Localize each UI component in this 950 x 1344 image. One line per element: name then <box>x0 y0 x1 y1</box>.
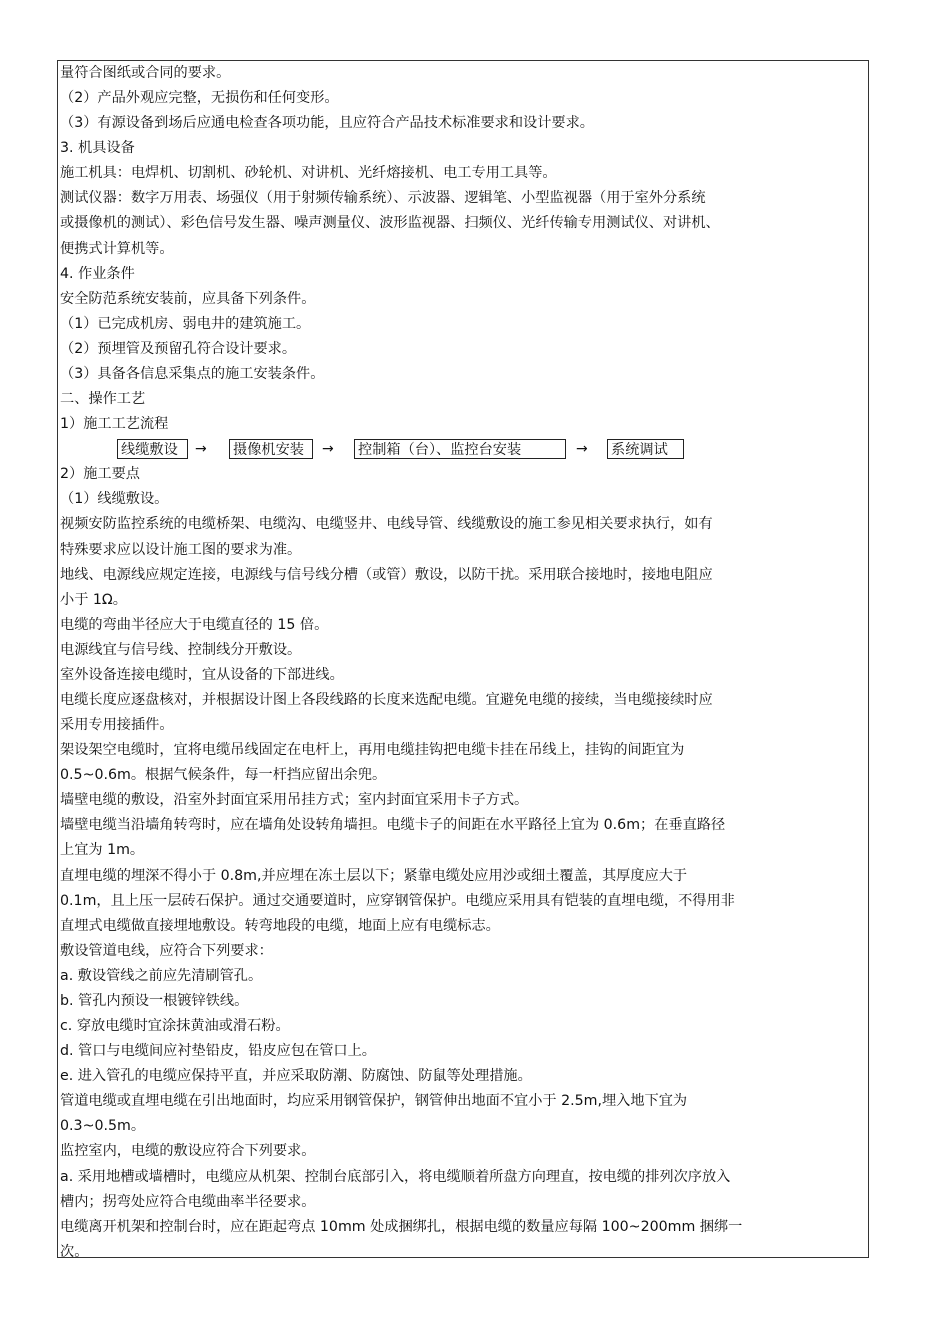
text-line: 直埋式电缆做直接埋地敷设。转弯地段的电缆，地面上应有电缆标志。 <box>60 917 500 934</box>
flow-arrow-1: → <box>195 441 207 457</box>
text-line: d. 管口与电缆间应衬垫铅皮，铅皮应包在管口上。 <box>60 1043 376 1060</box>
text-line: （3）有源设备到场后应通电检查各项功能，且应符合产品技术标准要求和设计要求。 <box>60 115 594 132</box>
text-line: 4. 作业条件 <box>60 265 135 282</box>
text-line: 墙壁电缆的敷设，沿室外封面宜采用吊挂方式；室内封面宜采用卡子方式。 <box>60 792 529 809</box>
text-line: 地线、电源线应规定连接，电源线与信号线分槽（或管）敷设，以防干扰。采用联合接地时，接地电阻应 <box>60 566 713 583</box>
text-line: 上宜为 1m。 <box>60 842 145 859</box>
text-line: 监控室内，电缆的敷设应符合下列要求。 <box>60 1143 316 1160</box>
text-line: 架设架空电缆时，宜将电缆吊线固定在电杆上，再用电缆挂钩把电缆卡挂在吊线上，挂钩的间距宜为 <box>60 742 685 759</box>
text-line: 安全防范系统安装前，应具备下列条件。 <box>60 290 316 307</box>
flow-arrow-3: → <box>576 441 588 457</box>
process-flow <box>60 438 866 462</box>
text-line: 特殊要求应以设计施工图的要求为准。 <box>60 541 302 558</box>
text-line: 或摄像机的测试）、彩色信号发生器、噪声测量仪、波形监视器、扫频仪、光纤传输专用测试仪、对讲机、 <box>60 215 720 232</box>
text-line: 二、操作工艺 <box>60 391 146 408</box>
text-line: 施工机具：电焊机、切割机、砂轮机、对讲机、光纤熔接机、电工专用工具等。 <box>60 165 557 182</box>
text-line: （2）产品外观应完整，无损伤和任何变形。 <box>60 90 339 107</box>
text-line: a. 采用地槽或墙槽时，电缆应从机架、控制台底部引入，将电缆顺着所盘方向理直，按电缆的排列次序放入 <box>60 1168 731 1185</box>
text-line: （1）线缆敷设。 <box>60 491 169 508</box>
text-line: 1）施工工艺流程 <box>60 416 169 433</box>
text-line: 次。 <box>60 1243 89 1260</box>
text-line: e. 进入管孔的电缆应保持平直，并应采取防潮、防腐蚀、防鼠等处理措施。 <box>60 1068 532 1085</box>
text-line: 电源线宜与信号线、控制线分开敷设。 <box>60 641 302 658</box>
flow-arrow-2: → <box>322 441 334 457</box>
text-line: （3）具备各信息采集点的施工安装条件。 <box>60 365 325 382</box>
text-line: a. 敷设管线之前应先清刷管孔。 <box>60 967 263 984</box>
flow-step-cable-laying: 线缆敷设 <box>117 439 188 459</box>
text-line: 室外设备连接电缆时，宜从设备的下部进线。 <box>60 666 344 683</box>
text-line: 量符合图纸或合同的要求。 <box>60 65 231 81</box>
flow-step-camera-install: 摄像机安装 <box>229 439 313 459</box>
flow-step-control-box-install: 控制箱（台）、监控台安装 <box>354 439 566 459</box>
text-line: 电缆离开机架和控制台时，应在距起弯点 10mm 处成捆绑扎，根据电缆的数量应每隔 100~200mm 捆绑一 <box>60 1218 743 1235</box>
text-line: 0.5~0.6m。根据气候条件，每一杆挡应留出余兜。 <box>60 767 387 784</box>
text-line: 槽内；拐弯处应符合电缆曲率半径要求。 <box>60 1193 316 1210</box>
text-line: 0.1m，且上压一层砖石保护。通过交通要道时，应穿钢管保护。电缆应采用具有铠装的直埋电缆，不得用非 <box>60 892 735 909</box>
text-line: c. 穿放电缆时宜涂抹黄油或滑石粉。 <box>60 1018 290 1035</box>
text-line: 电缆的弯曲半径应大于电缆直径的 15 倍。 <box>60 616 329 633</box>
text-line: 电缆长度应逐盘核对，并根据设计图上各段线路的长度来选配电缆。宜避免电缆的接续，当电缆接续时应 <box>60 692 713 708</box>
text-line: 敷设管道电线，应符合下列要求： <box>60 942 273 959</box>
text-line: 0.3~0.5m。 <box>60 1118 146 1135</box>
text-line: 测试仪器：数字万用表、场强仪（用于射频传输系统）、示波器、逻辑笔、小型监视器（用于室外分系统 <box>60 190 706 207</box>
text-line: 管道电缆或直埋电缆在引出地面时，均应采用钢管保护，钢管伸出地面不宜小于 2.5m,埋入地下宜为 <box>60 1093 688 1110</box>
text-line: 便携式计算机等。 <box>60 240 174 257</box>
text-line: 直埋电缆的埋深不得小于 0.8m,并应埋在冻土层以下；紧靠电缆处应用沙或细土覆盖，其厚度应大于 <box>60 867 688 884</box>
text-line: 2）施工要点 <box>60 466 140 483</box>
text-line: 3. 机具设备 <box>60 140 135 157</box>
text-line: 采用专用接插件。 <box>60 717 174 734</box>
text-line: 小于 1Ω。 <box>60 591 127 608</box>
text-line: b. 管孔内预设一根镀锌铁线。 <box>60 992 249 1009</box>
text-line: 墙壁电缆当沿墙角转弯时，应在墙角处设转角墙担。电缆卡子的间距在水平路径上宜为 0.6m；在垂直路径 <box>60 817 726 834</box>
text-line: （2）预埋管及预留孔符合设计要求。 <box>60 340 297 357</box>
text-line: 视频安防监控系统的电缆桥架、电缆沟、电缆竖井、电线导管、线缆敷设的施工参见相关要求执行，如有 <box>60 516 713 533</box>
text-line: （1）已完成机房、弱电井的建筑施工。 <box>60 315 311 332</box>
flow-step-system-debug: 系统调试 <box>607 439 684 459</box>
